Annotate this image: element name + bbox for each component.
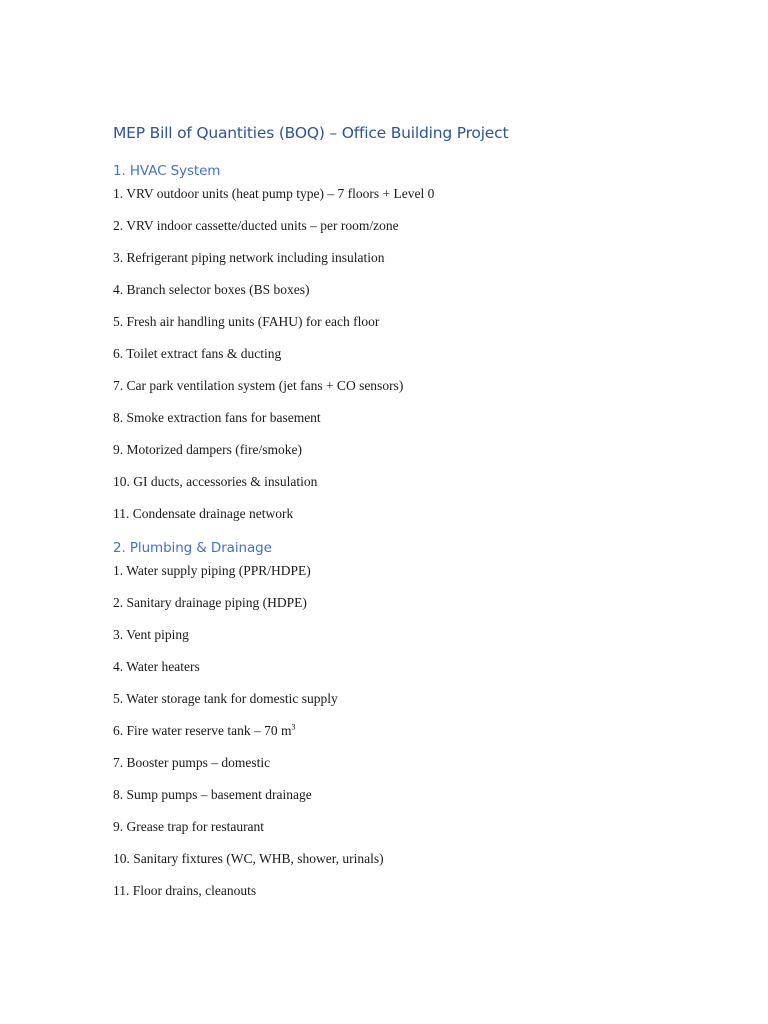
list-item: 2. VRV indoor cassette/ducted units – per room/zone — [113, 218, 399, 233]
list-item: 8. Sump pumps – basement drainage — [113, 787, 312, 802]
list-item: 7. Car park ventilation system (jet fans + CO sensors) — [113, 378, 404, 393]
list-item-text: 6. Fire water reserve tank – 70 m — [113, 723, 292, 738]
list-item: 5. Fresh air handling units (FAHU) for each floor — [113, 314, 380, 329]
list-item: 3. Refrigerant piping network including insulation — [113, 250, 385, 265]
list-item: 10. Sanitary fixtures (WC, WHB, shower, urinals) — [113, 851, 384, 866]
plumbing-item-list — [113, 563, 384, 915]
list-item: 11. Floor drains, cleanouts — [113, 883, 257, 898]
list-item — [113, 723, 384, 755]
superscript-cubed: 3 — [291, 722, 296, 732]
section-heading-plumbing: 2. Plumbing & Drainage — [113, 540, 272, 556]
list-item: 7. Booster pumps – domestic — [113, 755, 271, 770]
list-item: 1. Water supply piping (PPR/HDPE) — [113, 563, 311, 578]
list-item: 2. Sanitary drainage piping (HDPE) — [113, 595, 307, 610]
list-item: 6. Toilet extract fans & ducting — [113, 346, 282, 361]
document-title: MEP Bill of Quantities (BOQ) – Office Building Project — [113, 124, 509, 142]
list-item: 9. Grease trap for restaurant — [113, 819, 265, 834]
list-item: 9. Motorized dampers (fire/smoke) — [113, 442, 302, 457]
list-item: 4. Water heaters — [113, 659, 200, 674]
list-item: 4. Branch selector boxes (BS boxes) — [113, 282, 310, 297]
list-item: 5. Water storage tank for domestic supply — [113, 691, 338, 706]
list-item: 10. GI ducts, accessories & insulation — [113, 474, 318, 489]
list-item: 11. Condensate drainage network — [113, 506, 294, 521]
section-heading-hvac: 1. HVAC System — [113, 163, 221, 179]
list-item: 8. Smoke extraction fans for basement — [113, 410, 321, 425]
list-item: 1. VRV outdoor units (heat pump type) – 7 floors + Level 0 — [113, 186, 435, 201]
list-item: 3. Vent piping — [113, 627, 189, 642]
hvac-item-list — [113, 186, 434, 538]
